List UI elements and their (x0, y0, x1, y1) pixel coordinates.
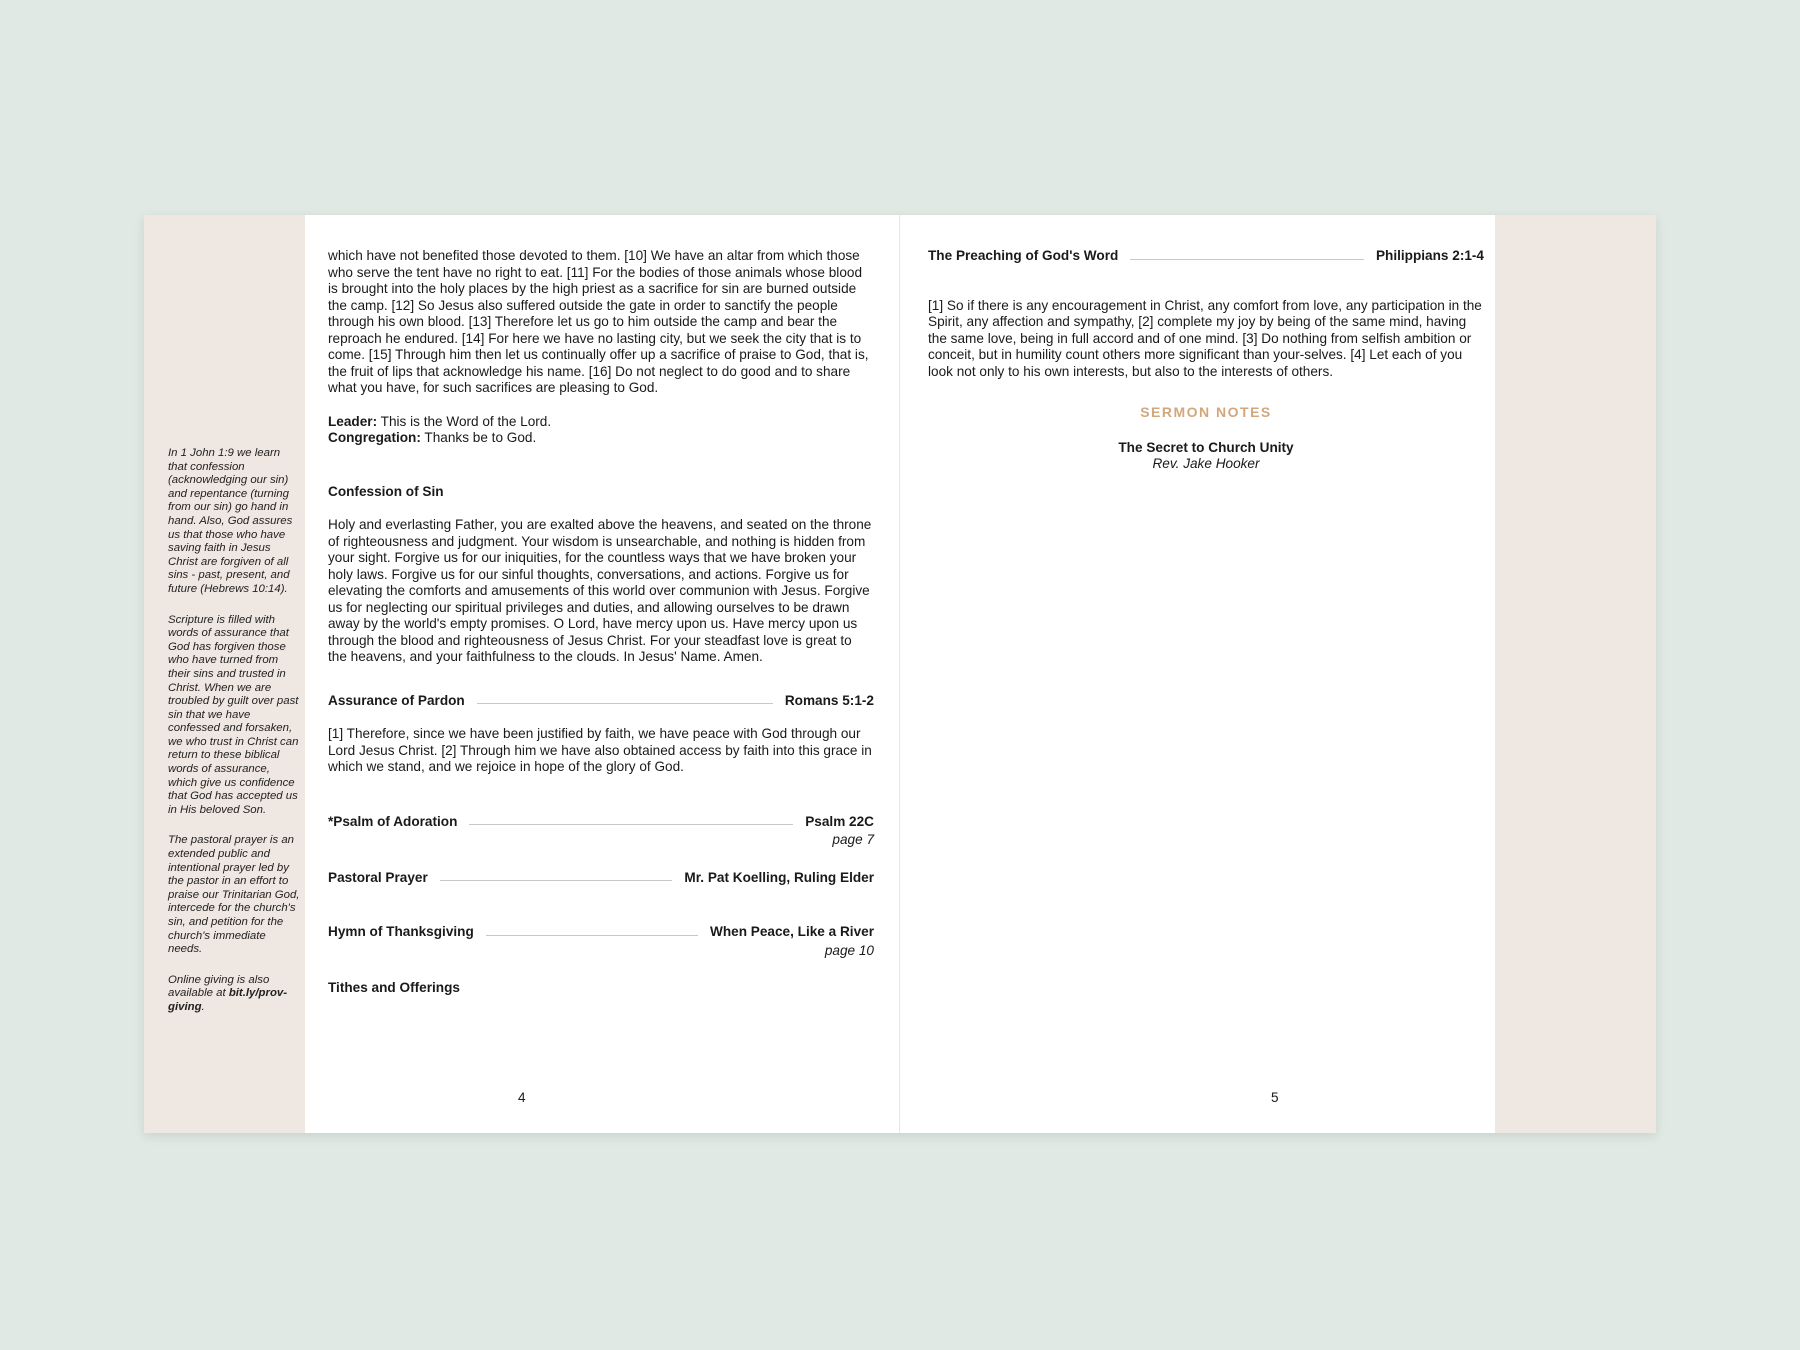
assurance-rule (477, 703, 773, 704)
assurance-reference: Romans 5:1-2 (784, 692, 874, 708)
page-5 (928, 248, 1484, 473)
leader-text: This is the Word of the Lord. (380, 413, 552, 429)
leader-label: Leader: (328, 413, 378, 429)
giving-suffix: . (201, 1000, 205, 1013)
pastoral-prayer-title: Pastoral Prayer (328, 869, 428, 885)
page-fold (899, 215, 900, 1133)
giving-link[interactable]: bit.ly/prov-giving (168, 987, 288, 1013)
hymn-rule (486, 935, 698, 936)
hymn-name: When Peace, Like a River (710, 924, 874, 939)
sidebar-notes (168, 447, 300, 1032)
psalm-rule (469, 824, 793, 825)
sermon-title: The Secret to Church Unity (1118, 439, 1294, 455)
page-4 (328, 248, 874, 997)
psalm-reference: Psalm 22C (805, 813, 874, 829)
assurance-text: [1] Therefore, since we have been justified by faith, we have peace with God through our Lord Jesus Christ. [2] Through him we have also obtained access by faith into this grace in which we stand, and we rejoice in hope of the glory of God. (328, 726, 872, 774)
psalm-title: *Psalm of Adoration (328, 813, 458, 829)
preaching-reference: Philippians 2:1-4 (1375, 248, 1484, 263)
preaching-title: The Preaching of God's Word (928, 248, 1119, 263)
hymn-heading (328, 924, 874, 941)
pastoral-prayer-rule (440, 880, 673, 881)
psalm-heading (328, 814, 874, 831)
assurance-heading (328, 693, 874, 710)
confession-heading: Confession of Sin (328, 483, 444, 499)
preacher-name: Rev. Jake Hooker (1152, 456, 1260, 471)
page-number-left: 4 (518, 1090, 526, 1105)
scripture-continued: which have not benefited those devoted to them. [10] We have an altar from which those who serve the tent have no right to eat. [11] For the bodies of those animals whose blood is brought into the holy places by the high priest as a sacrifice for sin are burned outside the camp. [12] So Jesus also suffered outside the gate in order to sanctify the people through his own blood. [13] Therefore let us go to him outside the camp and bear the reproach he endured. [14] For here we have no lasting city, but we seek the city that is to come. [15] Through him then let us continually offer up a sacrifice of praise to God, that is, the fruit of lips that acknowledge his name. [16] Do not neglect to do good and to share what you have, for such sacrifices are pleasing to God. (328, 248, 869, 395)
right-margin-panel (1495, 215, 1656, 1133)
congregation-label: Congregation: (328, 430, 421, 445)
preaching-rule (1130, 259, 1364, 260)
sermon-scripture: [1] So if there is any encouragement in Christ, any comfort from love, any participation in the Spirit, any affection and sympathy, [2] complete my joy by being of the same mind, having the same love, being in full accord and of one mind. [3] Do nothing from selfish ambition or conceit, but in humility count others more significant than your-selves. [4] Let each of you look not only to his own interests, but also to the interests of others. (928, 297, 1482, 379)
congregation-text: Thanks be to God. (424, 430, 537, 445)
hymn-page: page 10 (824, 942, 874, 958)
bulletin-spread (144, 215, 1656, 1133)
preaching-heading (928, 248, 1484, 265)
page-number-right: 5 (1271, 1090, 1279, 1105)
sidebar-note-confession: In 1 John 1:9 we learn that confession (acknowledging our sin) and repentance (turning from our sin) go hand in hand. Also, God assures us that those who have saving faith in Jesus Christ are forgiven of all sins - past, present, and future (Hebrews 10:14). (168, 447, 293, 595)
pastoral-prayer-heading (328, 870, 874, 887)
assurance-title: Assurance of Pardon (328, 692, 465, 708)
sermon-notes-label: SERMON NOTES (1140, 404, 1272, 420)
responsive-reading (328, 414, 874, 447)
sidebar-note-giving (168, 974, 300, 1015)
hymn-title: Hymn of Thanksgiving (328, 924, 474, 939)
tithes-heading: Tithes and Offerings (328, 980, 460, 995)
pastoral-prayer-leader: Mr. Pat Koelling, Ruling Elder (684, 869, 874, 885)
sidebar-note-assurance: Scripture is filled with words of assurance that God has forgiven those who have turned from their sins and trusted in Christ. When we are troubled by guilt over past sin that we have confessed and forsaken, we who trust in Christ can return to these biblical words of assurance, which give us confidence that God has accepted us in His beloved Son. (168, 613, 299, 816)
psalm-page: page 7 (832, 832, 874, 847)
giving-text: Online giving is also available at (168, 973, 270, 1000)
sidebar-note-pastoral-prayer: The pastoral prayer is an extended public and intentional prayer led by the pastor in an effort to praise our Trinitarian God, intercede for the church's sin, and petition for the church's immediate needs. (168, 834, 300, 956)
confession-text: Holy and everlasting Father, you are exalted above the heavens, and seated on the throne of righteousness and judgment. Your wisdom is unsearchable, and nothing is hidden from your sight. Forgive us for our iniquities, for the countless ways that we have broken your holy laws. Forgive us for our sinful thoughts, conversations, and actions. Forgive us for elevating the comforts and amusements of this world over communion with Jesus. Forgive us for neglecting our spiritual privileges and duties, and allowing ourselves to be drawn away by the world's empty promises. O Lord, have mercy upon us. Have mercy upon us through the blood and righteousness of Jesus Christ. For your steadfast love is great to the heavens, and your faithfulness to the clouds. In Jesus' Name. Amen. (328, 517, 872, 664)
